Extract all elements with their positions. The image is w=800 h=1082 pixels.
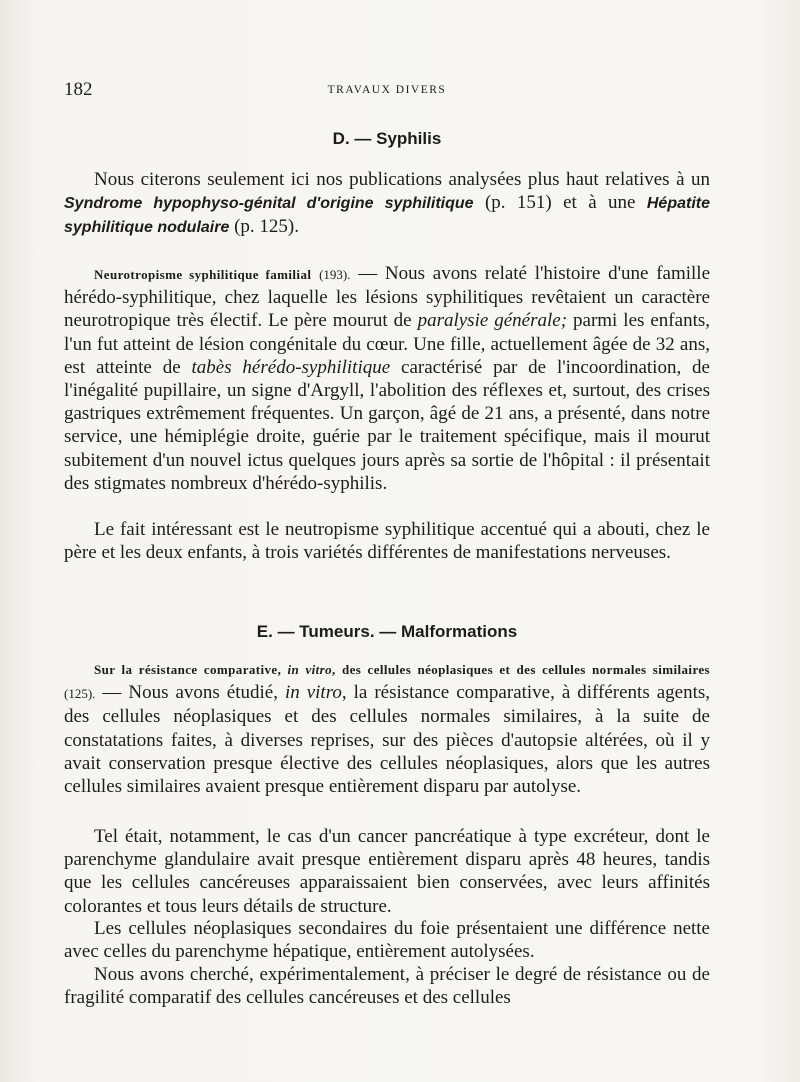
run-in-title: Neurotropisme syphilitique familial bbox=[94, 267, 312, 282]
paragraph-conclusion: Le fait intéressant est le neutropisme syphilitique accentué qui a abouti, chez le père et les deux enfants, à trois variétés différentes de manifestations nerveuses. bbox=[64, 519, 710, 564]
run-in-title: Sur la résistance comparative, bbox=[94, 662, 288, 677]
section-heading-tumeurs: E. — Tumeurs. — Malformations bbox=[256, 622, 518, 641]
paragraph-resistance: Sur la résistance comparative, in vitro, des cellules néoplasiques et des cellules normales similaires (125). — Nous avons étudié, in vitro, la résistance comparative, à différents agents, des cellules néoplasiques et des cellules normales similaires, à la suite de constatations faites, à diverses reprises, sur des pièces d'autopsie altérées, où il y avait conservation presque élective des cellules néoplasiques, alors que les autres cellules similaires avaient presque entièrement disparu par autolyse. bbox=[64, 662, 711, 798]
paragraph-pancreas: Tel était, notamment, le cas d'un cancer pancréatique à type excréteur, dont le parenchyme glandulaire avait presque entièrement disparu après 48 heures, tandis que les cellules cancéreuses apparaissaient bien conservées, avec leurs affinités colorantes et tous leurs détails de structure. bbox=[64, 826, 710, 917]
paragraph-foie: Les cellules néoplasiques secondaires du foie présentaient une différence nette avec celles du parenchyme hépatique, entièrement autolysées. bbox=[64, 918, 710, 963]
reference-title: Syndrome hypophyso-génital d'origine syphilitique bbox=[64, 195, 474, 213]
reference-number: (193). bbox=[319, 267, 351, 282]
page-number: 182 bbox=[64, 79, 93, 100]
running-title: TRAVAUX DIVERS bbox=[327, 84, 447, 96]
section-heading-syphilis: D. — Syphilis bbox=[332, 129, 442, 148]
paragraph-intro: Nous citerons seulement ici nos publications analysées plus haut relatives à un Syndrome hypophyso-génital d'origine syphilitique (p. 151) et à une Hépatite syphilitique nodulaire (p. 125). bbox=[64, 169, 710, 238]
paragraph-recherche: Nous avons cherché, expérimentalement, à préciser le degré de résistance ou de fragilité comparatif des cellules cancéreuses et des cellules bbox=[64, 964, 710, 1009]
paragraph-neurotropisme: Neurotropisme syphilitique familial (193). — Nous avons relaté l'histoire d'une famille hérédo-syphilitique, chez laquelle les lésions syphilitiques revêtaient un caractère neurotropique très électif. Le père mourut de paralysie générale; parmi les enfants, l'un fut atteint de lésion congénitale du cœur. Une fille, actuellement âgée de 32 ans, est atteinte de tabès hérédo-syphilitique caractérisé par de l'incoordination, de l'inégalité pupillaire, un signe d'Argyll, l'abolition des réflexes et, surtout, des crises gastriques extrêmement fréquentes. Un garçon, âgé de 21 ans, a présenté, dans notre service, une hémiplégie droite, guérie par le traitement spécifique, mais il mourut subitement d'un nouvel ictus quelques jours après sa sortie de l'hôpital : il présentait des stigmates nombreux d'hérédo-syphilis. bbox=[64, 263, 711, 494]
reference-title: Hépatite syphilitique nodulaire bbox=[64, 195, 710, 237]
reference-number: (125). bbox=[64, 686, 96, 702]
page-header bbox=[64, 79, 710, 101]
